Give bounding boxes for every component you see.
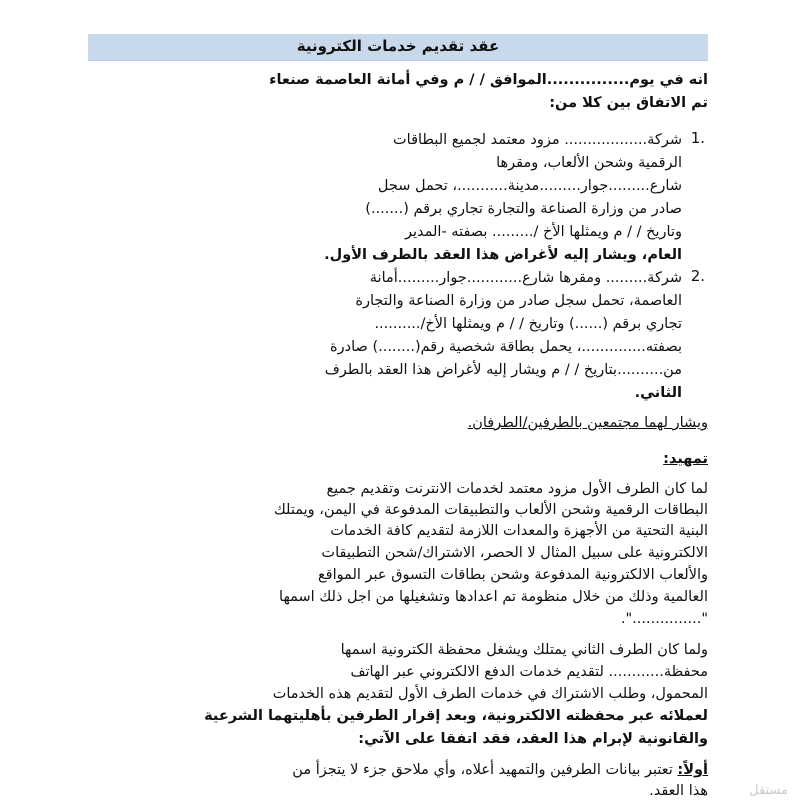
preamble-p2-line-2: محفظة............ لتقديم خدمات الدفع الالكتروني عبر الهاتف: [350, 664, 708, 680]
clause1-text: تعتبر بيانات الطرفين والتمهيد أعلاه، وأي ملاحق جزء لا يتجزأ من: [292, 762, 673, 778]
preamble-p2-line-3: المحمول، وطلب الاشتراك في خدمات الطرف الأول لتقديم هذه الخدمات: [272, 686, 708, 702]
preamble-p2-line-5: والقانونية لإبرام هذا العقد، فقد اتفقا على الآتي:: [358, 731, 708, 747]
preamble-heading: تمهيد:: [663, 451, 708, 467]
preamble-p1-line-3: البنية التحتية من الأجهزة والمعدات اللازمة لتقديم كافة الخدمات: [330, 523, 708, 539]
party2-line-6: الثاني.: [634, 385, 682, 401]
intro-line-2: تم الاتفاق بين كلا من:: [549, 95, 708, 111]
watermark-text: مستقل: [749, 783, 788, 798]
party2-line-4: بصفته..............، يحمل بطاقة شخصية رقم(........) صادرة: [330, 339, 682, 355]
party2-line-5: من..........بتاريخ / / م ويشار إليه لأغراض هذا العقد بالطرف: [324, 362, 682, 378]
preamble-p2-line-1: ولما كان الطرف الثاني يمتلك ويشغل محفظة الكترونية اسمها: [340, 642, 708, 658]
document-title: عقد تقديم خدمات الكترونية: [296, 37, 500, 55]
preamble-p1-line-5: والألعاب الالكترونية المدفوعة وشحن بطاقات التسوق عبر المواقع: [317, 567, 708, 583]
title-bar: [88, 34, 708, 61]
party2-line-3: تجاري برقم (......) وتاريخ / / م ويمثلها الأخ/..........: [374, 316, 682, 332]
preamble-p1-line-2: البطاقات الرقمية وشحن الألعاب والتطبيقات المدفوعة في اليمن، ويمتلك: [273, 502, 708, 518]
preamble-p1-line-6: العالمية وذلك من خلال منظومة تم اعدادها وتشغيلها من اجل ذلك اسمها: [279, 589, 708, 605]
preamble-p1-line-4: الالكترونية على سبيل المثال لا الحصر، الاشتراك/شحن التطبيقات: [321, 545, 708, 561]
clause1-line-2: هذا العقد.: [649, 783, 708, 799]
party1-line-1: شركة.................. مزود معتمد لجميع البطاقات: [393, 132, 682, 148]
preamble-p1-line-7: "...............".: [620, 611, 708, 627]
party1-line-4: صادر من وزارة الصناعة والتجارة تجاري برقم (.......): [365, 201, 682, 217]
intro-line-1: انه في يوم...............الموافق / / م وفي أمانة العاصمة صنعاء: [269, 72, 708, 88]
party2-line-2: العاصمة، تحمل سجل صادر من وزارة الصناعة والتجارة: [355, 293, 682, 309]
preamble-p2-line-4: لعملائه عبر محفظته الالكترونية، وبعد إقرار الطرفين بأهليتهما الشرعية: [204, 708, 708, 724]
preamble-p1-line-1: لما كان الطرف الأول مزود معتمد لخدمات الانترنت وتقديم جميع: [326, 481, 708, 497]
party1-line-3: شارع.........جوار.........مدينة...........، تحمل سجل: [377, 178, 682, 194]
party2-line-1: شركة......... ومقرها شارع............جوار.........أمانة: [369, 270, 682, 286]
party1-line-5: وتاريخ / / م ويمثلها الأخ /......... بصفته -المدير: [404, 224, 682, 240]
party1-line-6: العام، ويشار إليه لأغراض هذا العقد بالطرف الأول.: [324, 247, 682, 263]
party2-number: 2.: [690, 267, 705, 285]
party1-number: 1.: [690, 129, 705, 147]
parties-together-line: ويشار لهما مجتمعين بالطرفين/الطرفان.: [467, 415, 708, 431]
clause1-label: أولاً:: [677, 762, 708, 778]
party1-line-2: الرقمية وشحن الألعاب، ومقرها: [496, 155, 682, 171]
clause1-line-1: [292, 760, 708, 780]
